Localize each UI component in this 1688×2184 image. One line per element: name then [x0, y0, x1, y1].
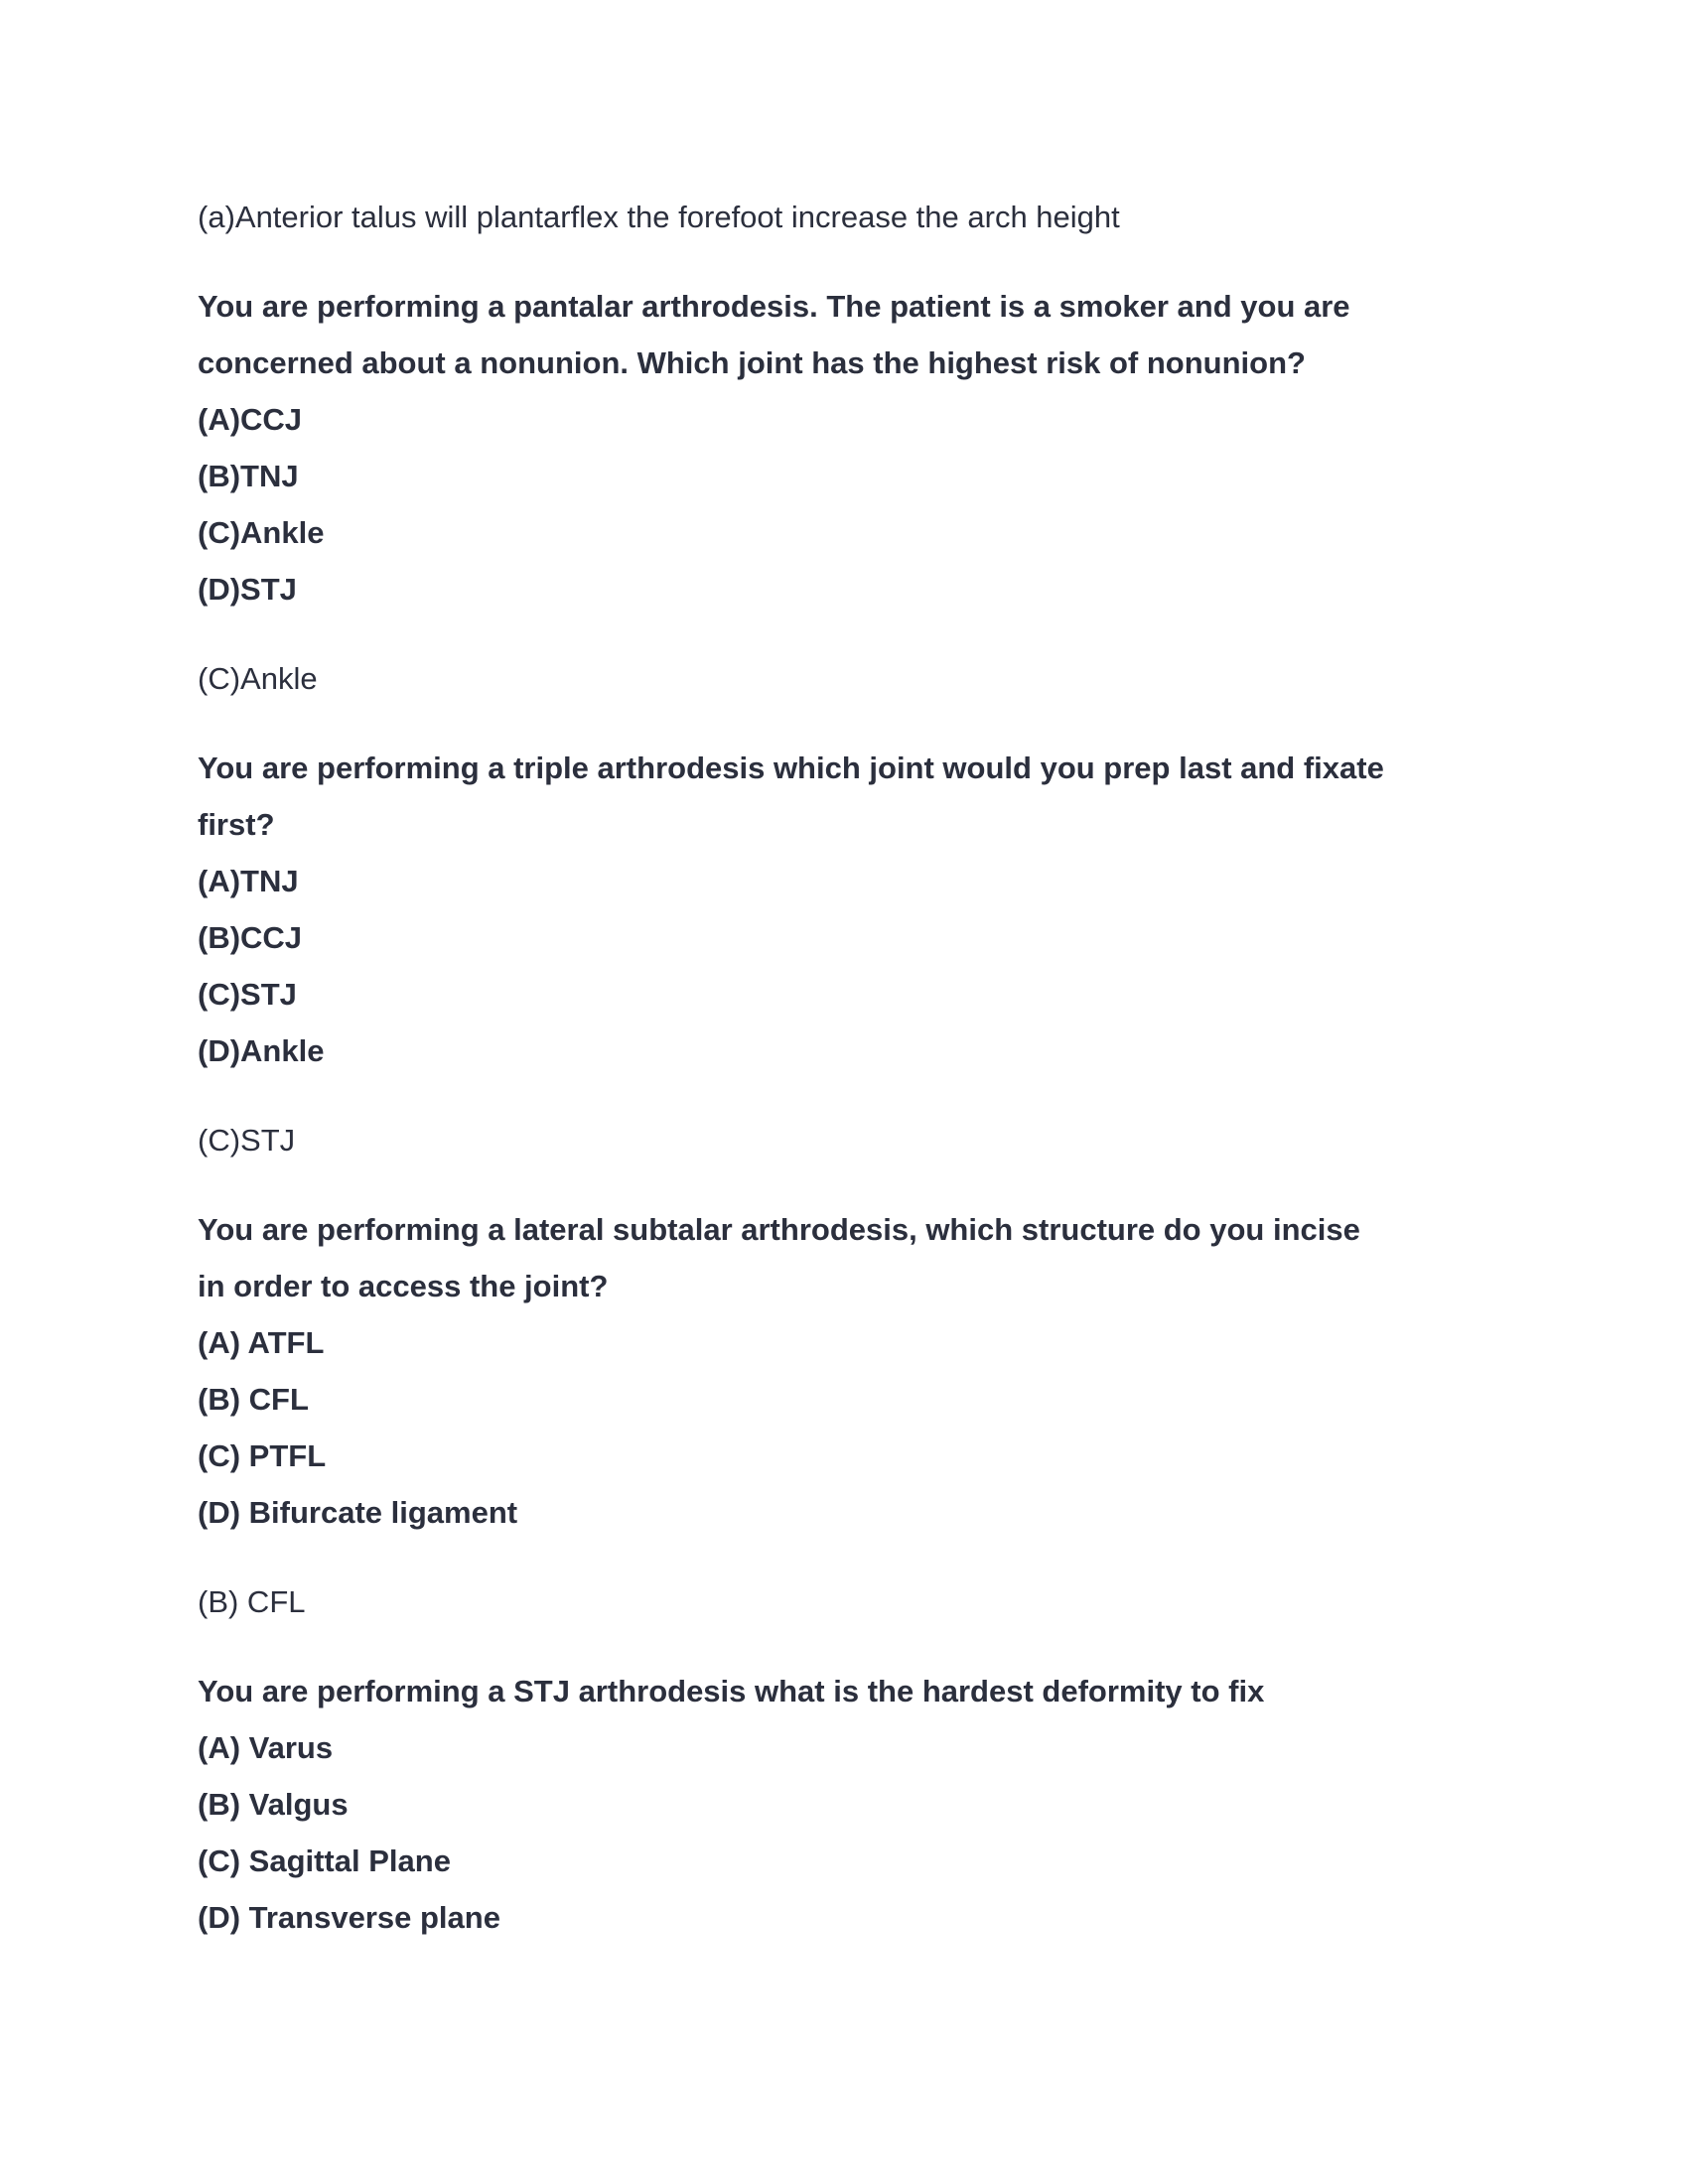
answer-option: (B) Valgus — [198, 1787, 349, 1822]
question-text-line: in order to access the joint? — [198, 1269, 609, 1303]
answer-option: (A) Varus — [198, 1730, 334, 1765]
answer-option: (A)TNJ — [198, 864, 299, 898]
answer-option: (C)STJ — [198, 977, 297, 1012]
question-block — [198, 740, 1508, 1079]
answer-option: (A) ATFL — [198, 1325, 325, 1360]
answer-line: (B) CFL — [198, 1584, 306, 1619]
question-block — [198, 278, 1508, 617]
answer-option: (B)TNJ — [198, 459, 299, 493]
question-text-line: You are performing a lateral subtalar arthrodesis, which structure do you incise — [198, 1212, 1360, 1247]
question-text-line: You are performing a triple arthrodesis which joint would you prep last and fixate — [198, 751, 1384, 785]
answer-option: (C)Ankle — [198, 515, 325, 550]
answer-option: (C) PTFL — [198, 1438, 327, 1473]
answer-text — [198, 189, 1508, 245]
question-block — [198, 1201, 1508, 1541]
question-text-line: concerned about a nonunion. Which joint has the highest risk of nonunion? — [198, 345, 1306, 380]
answer-line: (C)Ankle — [198, 661, 318, 696]
answer-option: (D)Ankle — [198, 1033, 325, 1068]
answer-option: (D) Bifurcate ligament — [198, 1495, 518, 1530]
answer-option: (B)CCJ — [198, 920, 303, 955]
answer-option: (B) CFL — [198, 1382, 309, 1417]
answer-option: (D) Transverse plane — [198, 1900, 500, 1935]
answer-text — [198, 1112, 1508, 1168]
question-text-line: You are performing a STJ arthrodesis what is the hardest deformity to fix — [198, 1674, 1265, 1708]
document-page — [198, 189, 1508, 1979]
answer-text — [198, 1573, 1508, 1630]
answer-option: (A)CCJ — [198, 402, 303, 437]
answer-option: (D)STJ — [198, 572, 297, 607]
answer-text — [198, 650, 1508, 707]
question-text-line: first? — [198, 807, 275, 842]
question-text-line: You are performing a pantalar arthrodesis. The patient is a smoker and you are — [198, 289, 1350, 324]
answer-line: (a)Anterior talus will plantarflex the forefoot increase the arch height — [198, 200, 1120, 234]
question-block — [198, 1663, 1508, 1946]
answer-line: (C)STJ — [198, 1123, 296, 1158]
answer-option: (C) Sagittal Plane — [198, 1843, 451, 1878]
